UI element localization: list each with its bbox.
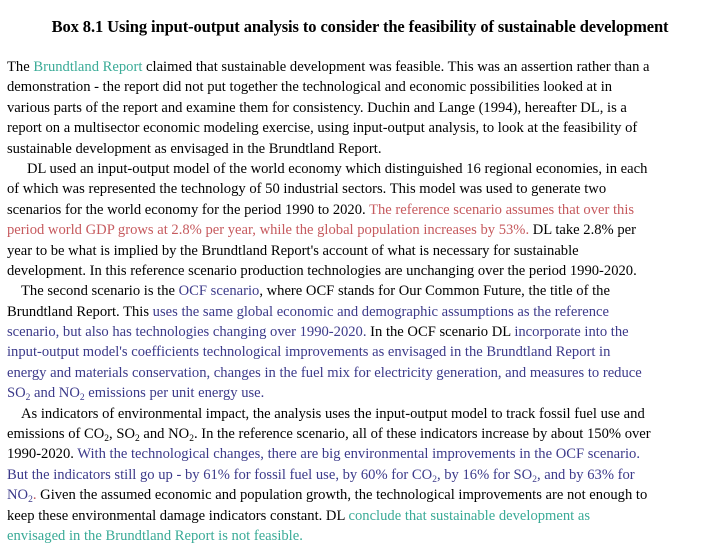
- paragraph-1-line-1: The Brundtland Report claimed that sustainable development was feasible. This was an assertion rather than a: [7, 59, 650, 75]
- paragraph-1-line-5: sustainable development as envisaged in the Brundtland Report.: [7, 140, 382, 157]
- paragraph-3-line-6: $SO_2$ and $NO_2$ emissions per unit energy use.: [7, 385, 265, 404]
- paragraph-1-line-3: various parts of the report and examine them for consistency. Duchin and Lange (1994), hereafter DL, is a: [7, 99, 627, 116]
- reference-scenario-highlight: The reference scenario assumes that over this: [369, 201, 635, 218]
- paragraph-2-line-3: scenarios for the world economy for the period 1990 to 2020. The reference scenario assumes that over this: [7, 201, 635, 218]
- paragraph-2-line-2: of which was represented the technology of 50 industrial sectors. This model was used to generate two: [7, 181, 607, 198]
- paragraph-4-line-7: envisaged in the Brundtland Report is not feasible.: [7, 527, 303, 544]
- paragraph-1-line-4: report on a multisector economic modeling exercise, using input-output analysis, to look at the feasibility of: [7, 120, 638, 137]
- brundtland-report-link: Brundtland Report: [33, 59, 143, 75]
- paragraph-4-line-2: emissions of $CO_2$, $SO_2$ and $NO_2$. In the reference scenario, all of these indicators increase by about 150% over: [7, 426, 651, 445]
- paragraph-2-line-5: year to be what is implied by the Brundtland Report's account of what is necessary for sustainable: [7, 242, 579, 259]
- paragraph-2-line-6: development. In this reference scenario production technologies are unchanging over the period 1990-2020.: [7, 262, 637, 279]
- paragraph-3-line-5: energy and materials conservation, changes in the fuel mix for electricity generation, and measures to reduce: [7, 364, 642, 381]
- paragraph-3-line-1: The second scenario is the OCF scenario, where OCF stands for Our Common Future, the title of the: [21, 283, 610, 300]
- paragraph-4-line-1: As indicators of environmental impact, the analysis uses the input-output model to track fossil fuel use and: [21, 405, 645, 422]
- paragraph-4-line-6: keep these environmental damage indicators constant. DL conclude that sustainable development as: [7, 507, 591, 524]
- box-title: Box 8.1 Using input-output analysis to consider the feasibility of sustainable development: [51, 17, 669, 36]
- ocf-scenario-highlight: OCF scenario: [178, 283, 260, 300]
- paragraph-3-line-4: input-output model's coefficients technological improvements as envisaged in the Brundtland Report in: [7, 344, 611, 361]
- document-body: [7, 57, 717, 546]
- reference-scenario-highlight: period world GDP grows at 2.8% per year, while the global population increases by 53%.: [7, 222, 530, 239]
- paragraph-2-line-4: period world GDP grows at 2.8% per year, while the global population increases by 53%. DL take 2.8% per: [7, 222, 636, 239]
- ocf-highlight: uses the same global economic and demographic assumptions as the reference: [152, 303, 609, 320]
- paragraph-4-line-5: $NO_2$. Given the assumed economic and population growth, the technological improvements are not enough to: [7, 487, 648, 506]
- paragraph-3-line-3: scenario, but also has technologies changing over 1990-2020. In the OCF scenario DL incorporate into the: [7, 324, 629, 341]
- ocf-improvements-highlight: With the technological changes, there are big environmental improvements in the OCF scenario.: [77, 446, 641, 463]
- paragraph-3-line-2: Brundtland Report. This uses the same global economic and demographic assumptions as the reference: [7, 303, 609, 320]
- conclusion-highlight: conclude that sustainable development as: [348, 507, 591, 524]
- paragraph-4-line-4: But the indicators still go up - by 61% for fossil fuel use, by 60% for $CO_2$, by 16% for $SO_2$, and by 63% for: [7, 466, 635, 485]
- paragraph-1-line-2: demonstration - the report did not put together the technological and economic possibilities looked at in: [7, 79, 613, 96]
- paragraph-2-line-1: DL used an input-output model of the world economy which distinguished 16 regional economies, in each: [27, 160, 648, 177]
- paragraph-4-line-3: 1990-2020. With the technological changes, there are big environmental improvements in the OCF scenario.: [7, 446, 641, 463]
